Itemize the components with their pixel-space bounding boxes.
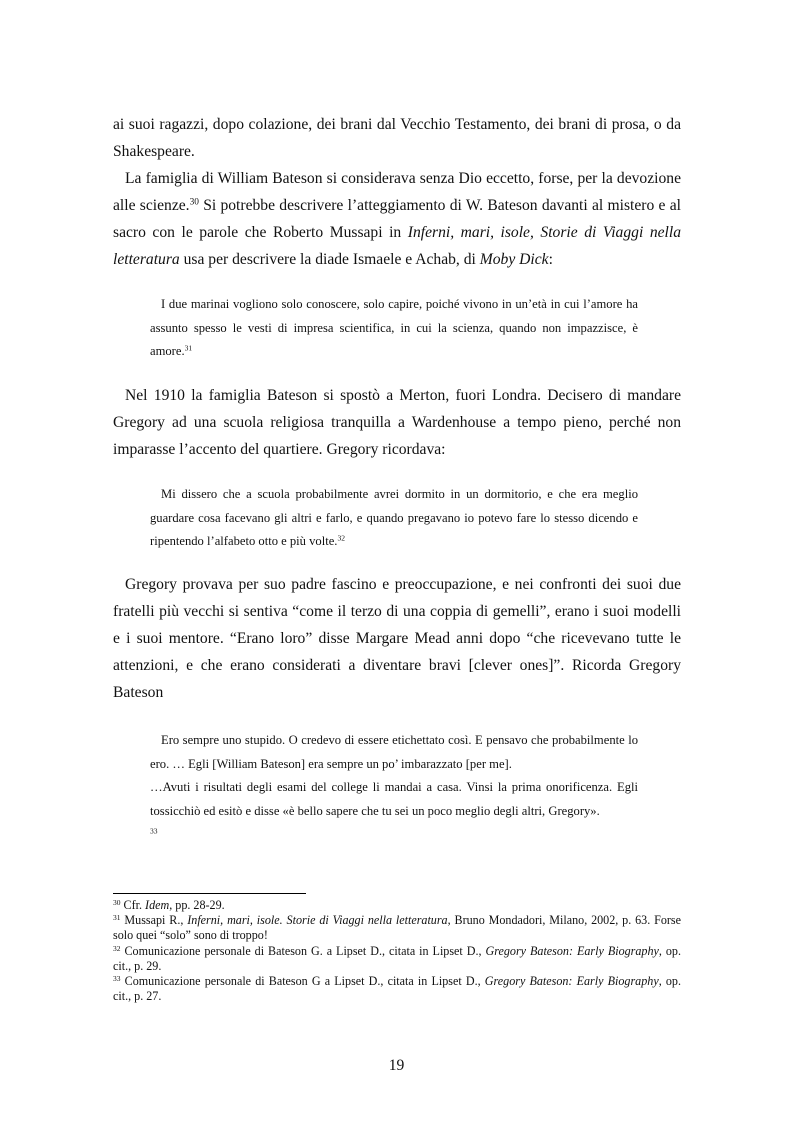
paragraph-bateson-family bbox=[113, 165, 681, 273]
paragraph-text: Gregory provava per suo padre fascino e preoccupazione, e nei confronti dei suoi due fratelli più vecchi si sentiva “come il terzo di una coppia di gemelli”, erano i suoi modelli e i suoi mentore. “Erano loro” disse Margare Mead anni dopo “che ricevevano tutte le attenzioni, e che erano considerati a diventare bravi [clever ones]”. Ricorda Gregory Bateson bbox=[113, 576, 681, 701]
footnote-ref-30[interactable]: 30 bbox=[189, 197, 199, 208]
footnote-ref-32[interactable]: 32 bbox=[337, 533, 345, 543]
paragraph-continuation bbox=[113, 111, 681, 165]
footnote-31: $^{31}$ Mussapi R., Inferni, mari, isole. Storie di Viaggi nella letteratura, Bruno Mondadori, Milano, 2002, p. 63. Forse solo quei “solo” sono di troppo! bbox=[113, 913, 681, 943]
book-title: Inferni, mari, isole, Storie di Viaggi nella letteratura bbox=[113, 224, 681, 268]
paragraph-text: La famiglia di William Bateson si considerava senza Dio eccetto, forse, per la devozione alle scienze.$^{30}$ Si potrebbe descrivere l’atteggiamento di W. Bateson davanti al mistero e al sacro con le parole che Roberto Mussapi in Inferni, mari, isole, Storie di Viaggi nella letteratura usa per descrivere la diade Ismaele e Achab, di Moby Dick: bbox=[113, 170, 681, 268]
paragraph-text: ai suoi ragazzi, dopo colazione, dei brani dal Vecchio Testamento, dei brani di prosa, o da Shakespeare. bbox=[113, 116, 681, 160]
footnotes bbox=[113, 898, 681, 1004]
moby-dick-title: Moby Dick bbox=[479, 251, 549, 268]
footnote-30: $^{30}$ Cfr. Idem, pp. 28-29. bbox=[113, 897, 225, 912]
block-quote-school: Mi dissero che a scuola probabilmente avrei dormito in un dormitorio, e che era meglio guardare cosa facevano gli altri e farlo, e quando pregavano io potevo fare lo stesso dicendo e ripentendo l’alfabeto otto e più volte.$^{32}$ bbox=[150, 487, 638, 549]
footnote-ref-31[interactable]: 31 bbox=[184, 343, 193, 353]
paragraph-text: Nel 1910 la famiglia Bateson si spostò a Merton, fuori Londra. Decisero di mandare Gregory ad una scuola religiosa tranquilla a Wardenhouse a tempo pieno, perché non imparasse l’accento del quartiere. Gregory ricordava: bbox=[113, 387, 681, 458]
page-number: 19 bbox=[388, 1057, 405, 1074]
block-quote-stupid: Ero sempre uno stupido. O credevo di essere etichettato così. E pensavo che probabilmente lo ero. … Egli [William Bateson] era sempre un po’ imbarazzato [per me]. …Avuti i risultati degli esami del college li mandai a casa. Vinsi la prima onorificenza. Egli tossicchiò ed esitò e disse «è bello sapere che tu sei un poco meglio degli altri, Gregory».$^{33}$ bbox=[150, 733, 638, 836]
block-quote-mussapi: I due marinai vogliono solo conoscere, solo capire, poiché vivono in un’età in cui l’amore ha assunto spesso le vesti di impresa scientifica, in cui la scienza, quando non impazzisce, è amore.$^{31}$ bbox=[150, 297, 638, 359]
footnote-32: $^{32}$ Comunicazione personale di Bateson G. a Lipset D., citata in Lipset D., Gregory Bateson: Early Biography, op. cit., p. 29. bbox=[113, 943, 682, 973]
paragraph-merton bbox=[113, 382, 681, 463]
paragraph-gregory-father bbox=[113, 571, 681, 706]
footnote-33: $^{33}$ Comunicazione personale di Bateson G a Lipset D., citata in Lipset D., Gregory Bateson: Early Biography, op. cit., p. 27. bbox=[113, 973, 681, 1004]
footnote-separator bbox=[113, 893, 306, 894]
footnote-ref-33[interactable]: 33 bbox=[150, 826, 158, 836]
